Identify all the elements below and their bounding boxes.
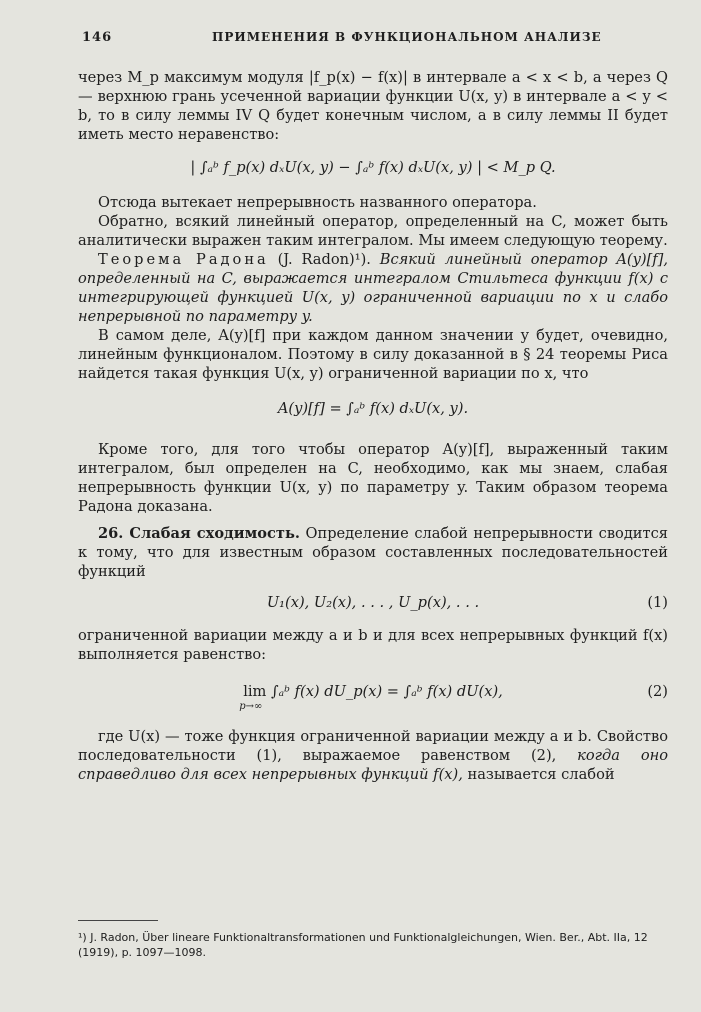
paragraph: В самом деле, A(y)[f] при каждом данном значении y будет, очевидно, линейным функционалом. Поэтому в силу доказанной в § 24 теоремы Риса найдется такая функция U(x, y) ограниченной вариации по x, что: [78, 327, 668, 382]
equation-text: | ∫ₐᵇ f_p(x) dₓU(x, y) − ∫ₐᵇ f(x) dₓU(x, y) | < M_p Q.: [190, 159, 556, 176]
equation-text: A(y)[f] = ∫ₐᵇ f(x) dₓU(x, y).: [277, 400, 469, 417]
paragraph-emphasis: когда оно справедливо для всех непрерывных функций f(x),: [78, 747, 669, 783]
paragraph-text: называется слабой: [467, 766, 615, 783]
equation-number: (1): [647, 594, 668, 611]
theorem: [78, 250, 668, 326]
paragraph: Обратно, всякий линейный оператор, определенный на C, может быть аналитически выражен таким интегралом. Мы имеем следующую теорему.: [78, 213, 668, 249]
limit-subscript: p→∞: [239, 701, 263, 712]
footnote: ¹) J. Radon, Über lineare Funktionaltransformationen und Funktionalgleichungen, Wien. Ber., Abt. IIa, 12 (1919), p. 1097—1098.: [78, 931, 648, 959]
limit-text: lim: [243, 683, 267, 700]
theorem-reference: (J. Radon)¹).: [277, 251, 371, 268]
paragraph: ограниченной вариации между a и b и для всех непрерывных функций f(x) выполняется равенство:: [78, 627, 668, 663]
running-title: ПРИМЕНЕНИЯ В ФУНКЦИОНАЛЬНОМ АНАЛИЗЕ: [212, 30, 602, 44]
paragraph: [78, 727, 668, 784]
theorem-label: Теорема Радона: [98, 251, 269, 268]
paragraph: через M_p максимум модуля |f_p(x) − f(x)| в интервале a < x < b, а через Q — верхнюю грань усеченной вариации функции U(x, y) в интервале a < y < b, то в силу леммы IV Q будет конечным числом, а в силу леммы II будет иметь место неравенство:: [78, 69, 668, 143]
section-title: 26. Слабая сходимость.: [98, 525, 300, 542]
page-number: 146: [82, 30, 113, 45]
equation-radon: [78, 399, 668, 418]
section-text: Определение слабой непрерывности сводится к тому, что для известным образом составленных последовательностей функций: [78, 525, 668, 580]
equation-limit: [78, 682, 668, 712]
page-header: [82, 30, 651, 45]
equation-sequence: [78, 593, 668, 612]
body-text: [78, 68, 668, 784]
section-paragraph: [78, 524, 668, 581]
paragraph: Кроме того, для того чтобы оператор A(y)[f], выраженный таким интегралом, был определен на C, необходимо, как мы знаем, слабая непрерывность функции U(x, y) по параметру y. Таким образом теорема Радона доказана.: [78, 441, 668, 515]
paragraph-text: где U(x) — тоже функция ограниченной вариации между a и b. Свойство последовательности (1), выражаемое равенством (2),: [78, 728, 668, 764]
equation-number: (2): [647, 683, 668, 700]
footnote-rule: [78, 920, 158, 921]
equation-text: ∫ₐᵇ f(x) dU_p(x) = ∫ₐᵇ f(x) dU(x),: [271, 683, 503, 700]
theorem-statement: Всякий линейный оператор A(y)[f], определенный на C, выражается интегралом Стильтеса функции f(x) с интегрирующей функцией U(x, y) ограниченной вариации по x и слабо непрерывной по параметру y.: [78, 251, 668, 325]
equation-inequality: [78, 158, 668, 177]
paragraph: Отсюда вытекает непрерывность названного оператора.: [98, 194, 537, 211]
equation-text: U₁(x), U₂(x), . . . , U_p(x), . . .: [266, 594, 480, 611]
limit-operator: [239, 682, 267, 712]
